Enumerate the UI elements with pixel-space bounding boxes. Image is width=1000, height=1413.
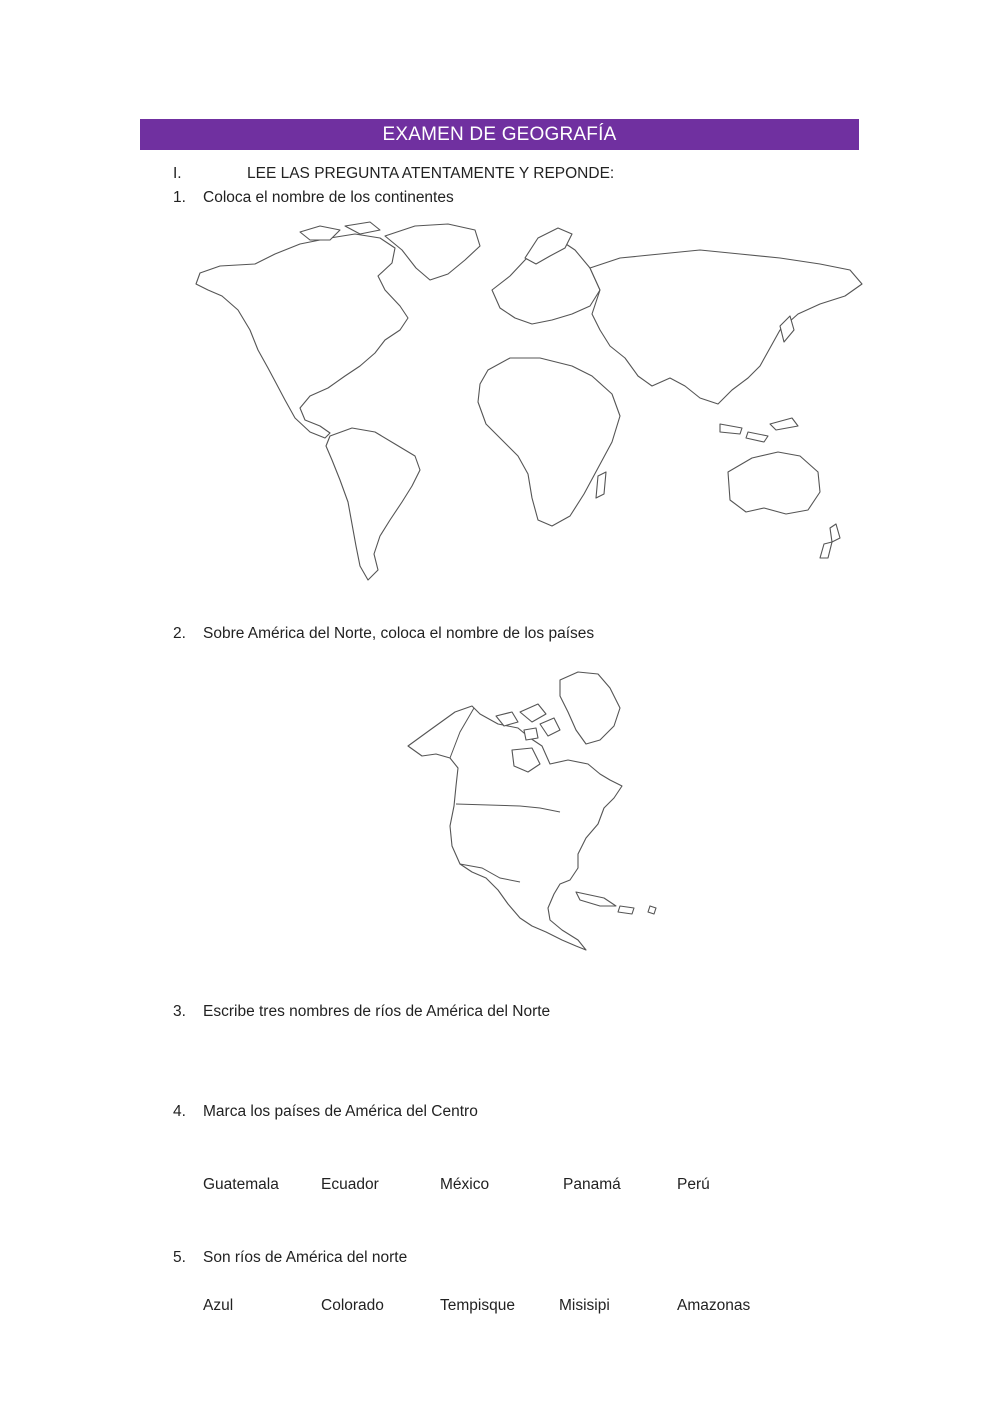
question-1 (173, 189, 454, 207)
question-number: 2. (173, 625, 186, 642)
option-amazonas[interactable]: Amazonas (677, 1297, 751, 1314)
north-america-map-outline (400, 668, 670, 958)
section-instruction (173, 165, 614, 183)
map-africa (478, 358, 620, 526)
question-number: 1. (173, 189, 186, 206)
question-5 (173, 1249, 407, 1267)
page-title: EXAMEN DE GEOGRAFÍA (140, 119, 859, 150)
world-map-outline (180, 218, 870, 588)
map-south-america (326, 428, 420, 580)
question-text: Escribe tres nombres de ríos de América del Norte (203, 1003, 551, 1020)
option-peru[interactable]: Perú (677, 1176, 710, 1193)
question-text: Marca los países de América del Centro (203, 1103, 478, 1120)
section-number: I. (173, 165, 182, 182)
map-australia (728, 452, 820, 514)
question-2 (173, 625, 594, 643)
option-guatemala[interactable]: Guatemala (203, 1176, 279, 1193)
option-colorado[interactable]: Colorado (321, 1297, 384, 1314)
question-number: 4. (173, 1103, 186, 1120)
map-cuba (576, 892, 616, 906)
option-azul[interactable]: Azul (203, 1297, 234, 1314)
option-ecuador[interactable]: Ecuador (321, 1176, 379, 1193)
question-4 (173, 1103, 478, 1121)
option-mexico[interactable]: México (440, 1176, 490, 1193)
map-asia (590, 250, 862, 404)
option-panama[interactable]: Panamá (563, 1176, 621, 1193)
map-greenland (560, 672, 620, 744)
question-3 (173, 1003, 550, 1021)
question-text: Son ríos de América del norte (203, 1249, 408, 1266)
question-number: 5. (173, 1249, 186, 1266)
map-north-america (196, 234, 408, 438)
question-text: Sobre América del Norte, coloca el nombre de los países (203, 625, 595, 642)
option-misisipi[interactable]: Misisipi (559, 1297, 610, 1314)
option-tempisque[interactable]: Tempisque (440, 1297, 515, 1314)
section-instruction-text: LEE LAS PREGUNTA ATENTAMENTE Y REPONDE: (247, 165, 615, 182)
question-text: Coloca el nombre de los continentes (203, 189, 454, 206)
map-greenland (385, 224, 480, 280)
question-number: 3. (173, 1003, 186, 1020)
